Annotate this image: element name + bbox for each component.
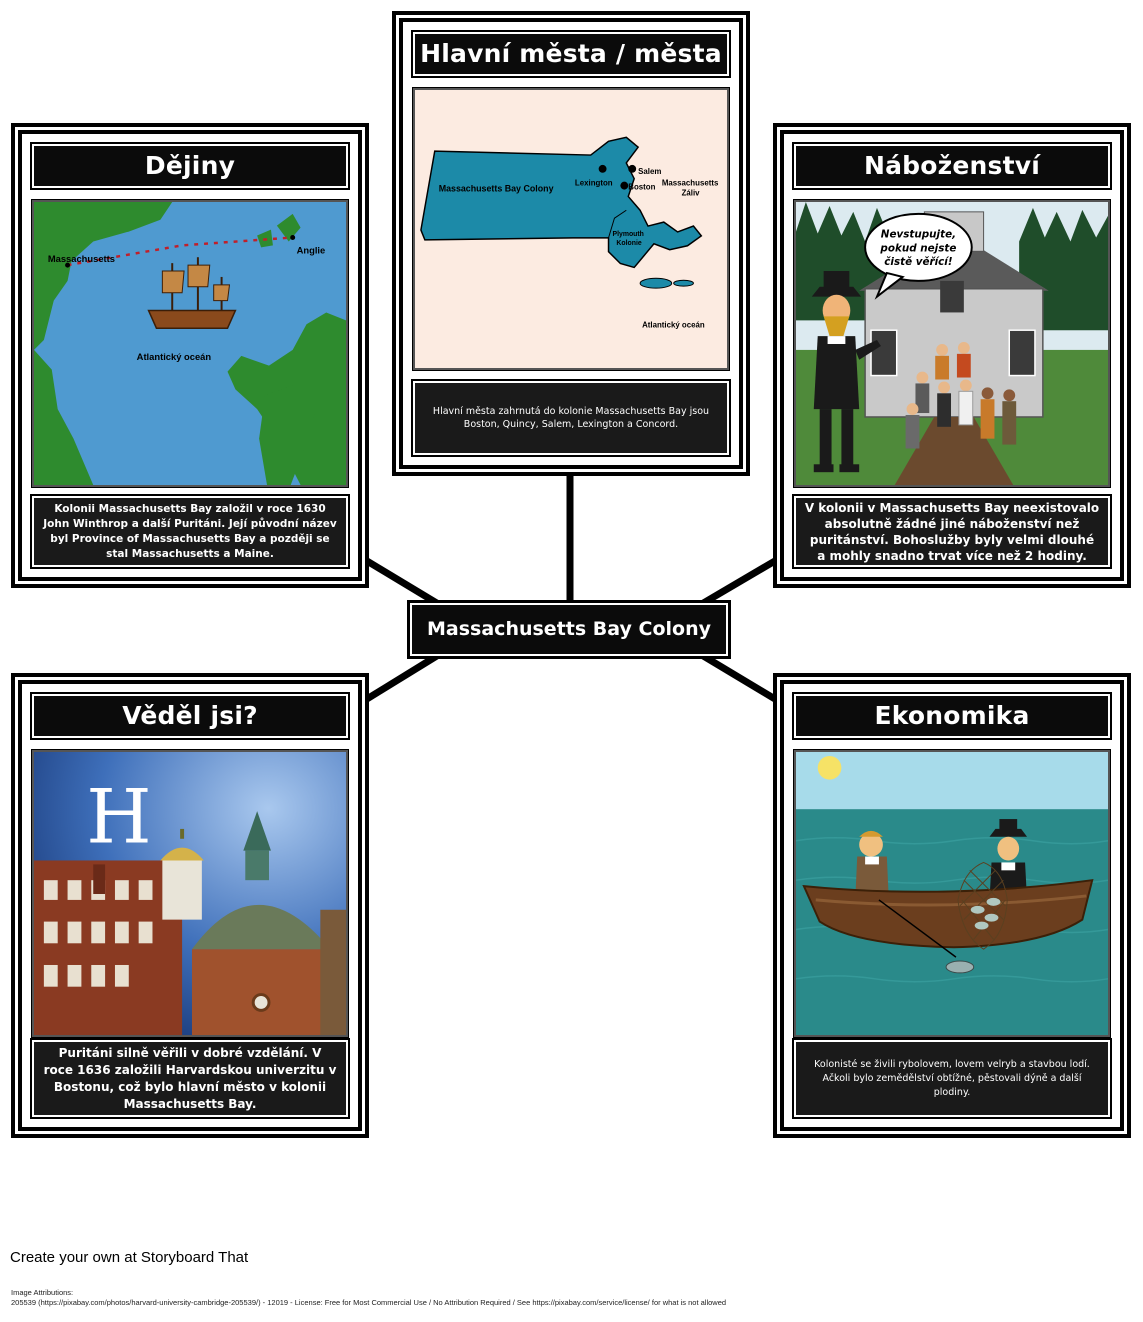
economy-caption: Kolonisté se živili rybolovem, lovem velryb a stavbou lodí. Ačkoli bylo zemědělství obtížné, pěstovali dýně a další plodiny. (794, 1040, 1110, 1117)
history-map (32, 200, 348, 487)
fishing-scene (794, 750, 1110, 1037)
religion-caption: V kolonii v Massachusetts Bay neexistovalo absolutně žádné jiné náboženství než puritánství. Bohoslužby byly velmi dlouhé a mohly snadno trvat více než 2 hodiny. (794, 496, 1110, 567)
economy-cell (780, 680, 1124, 1131)
cities-map-bay-label-1: Massachusetts (661, 178, 719, 188)
sun-icon (818, 756, 842, 780)
religion-cell (780, 130, 1124, 581)
history-map-ocean-label: Atlantický oceán (136, 351, 212, 362)
attribution-text: 205539 (https://pixabay.com/photos/harvard-university-cambridge-205539/) - 12019 - License: Free for Most Commercial Use / No Attribution Required / See https://pixabay.com/service/license/ for what is not allowed (11, 1298, 727, 1307)
economy-title: Ekonomika (794, 694, 1110, 738)
photo-letter-h: H (86, 772, 152, 861)
history-map-england-label: Anglie (296, 245, 326, 256)
cities-map-plymouth-label-2: Kolonie (616, 239, 642, 247)
didyouknow-caption: Puritáni silně věřili v dobré vzdělání. V roce 1636 založili Harvardskou univerzitu v Bostonu, což bylo hlavní město v kolonii Massachusetts Bay. (32, 1040, 348, 1117)
speech-line-1: Nevstupujte, (880, 228, 957, 241)
cities-map-plymouth-label-1: Plymouth (612, 230, 644, 238)
didyouknow-cell (18, 680, 362, 1131)
cities-map-bay-label-2: Záliv (681, 188, 700, 198)
religion-title: Náboženství (794, 144, 1110, 188)
cities-map-salem-label: Salem (638, 166, 662, 176)
cities-map (413, 88, 729, 370)
speech-line-2: pokud nejste (880, 242, 957, 255)
speech-line-3: čistě věřící! (884, 256, 953, 269)
history-caption: Kolonii Massachusetts Bay založil v roce 1630 John Winthrop a další Puritáni. Její původní název byl Province of Massachusetts Bay a později se stal Massachusetts a Maine. (32, 496, 348, 567)
image-attributions (11, 1288, 1131, 1308)
create-your-own-link[interactable]: Create your own at Storyboard That (10, 1249, 249, 1266)
harvard-photo (32, 750, 348, 1037)
cities-cell (399, 18, 743, 469)
history-map-massachusetts-label: Massachusetts (47, 254, 115, 265)
cities-title: Hlavní města / města (413, 32, 729, 76)
cities-map-colony-label: Massachusetts Bay Colony (438, 183, 554, 194)
history-cell (18, 130, 362, 581)
center-topic: Massachusetts Bay Colony (410, 603, 728, 656)
history-title: Dějiny (32, 144, 348, 188)
attribution-heading: Image Attributions: (11, 1288, 74, 1297)
cities-map-ocean-label: Atlantický oceán (642, 320, 705, 330)
didyouknow-title: Věděl jsi? (32, 694, 348, 738)
cities-caption: Hlavní města zahrnutá do kolonie Massachusetts Bay jsou Boston, Quincy, Salem, Lexington a Concord. (413, 381, 729, 455)
religion-scene (794, 200, 1110, 487)
cities-map-boston-label: Boston (628, 182, 656, 192)
cities-map-lexington-label: Lexington (574, 178, 613, 188)
